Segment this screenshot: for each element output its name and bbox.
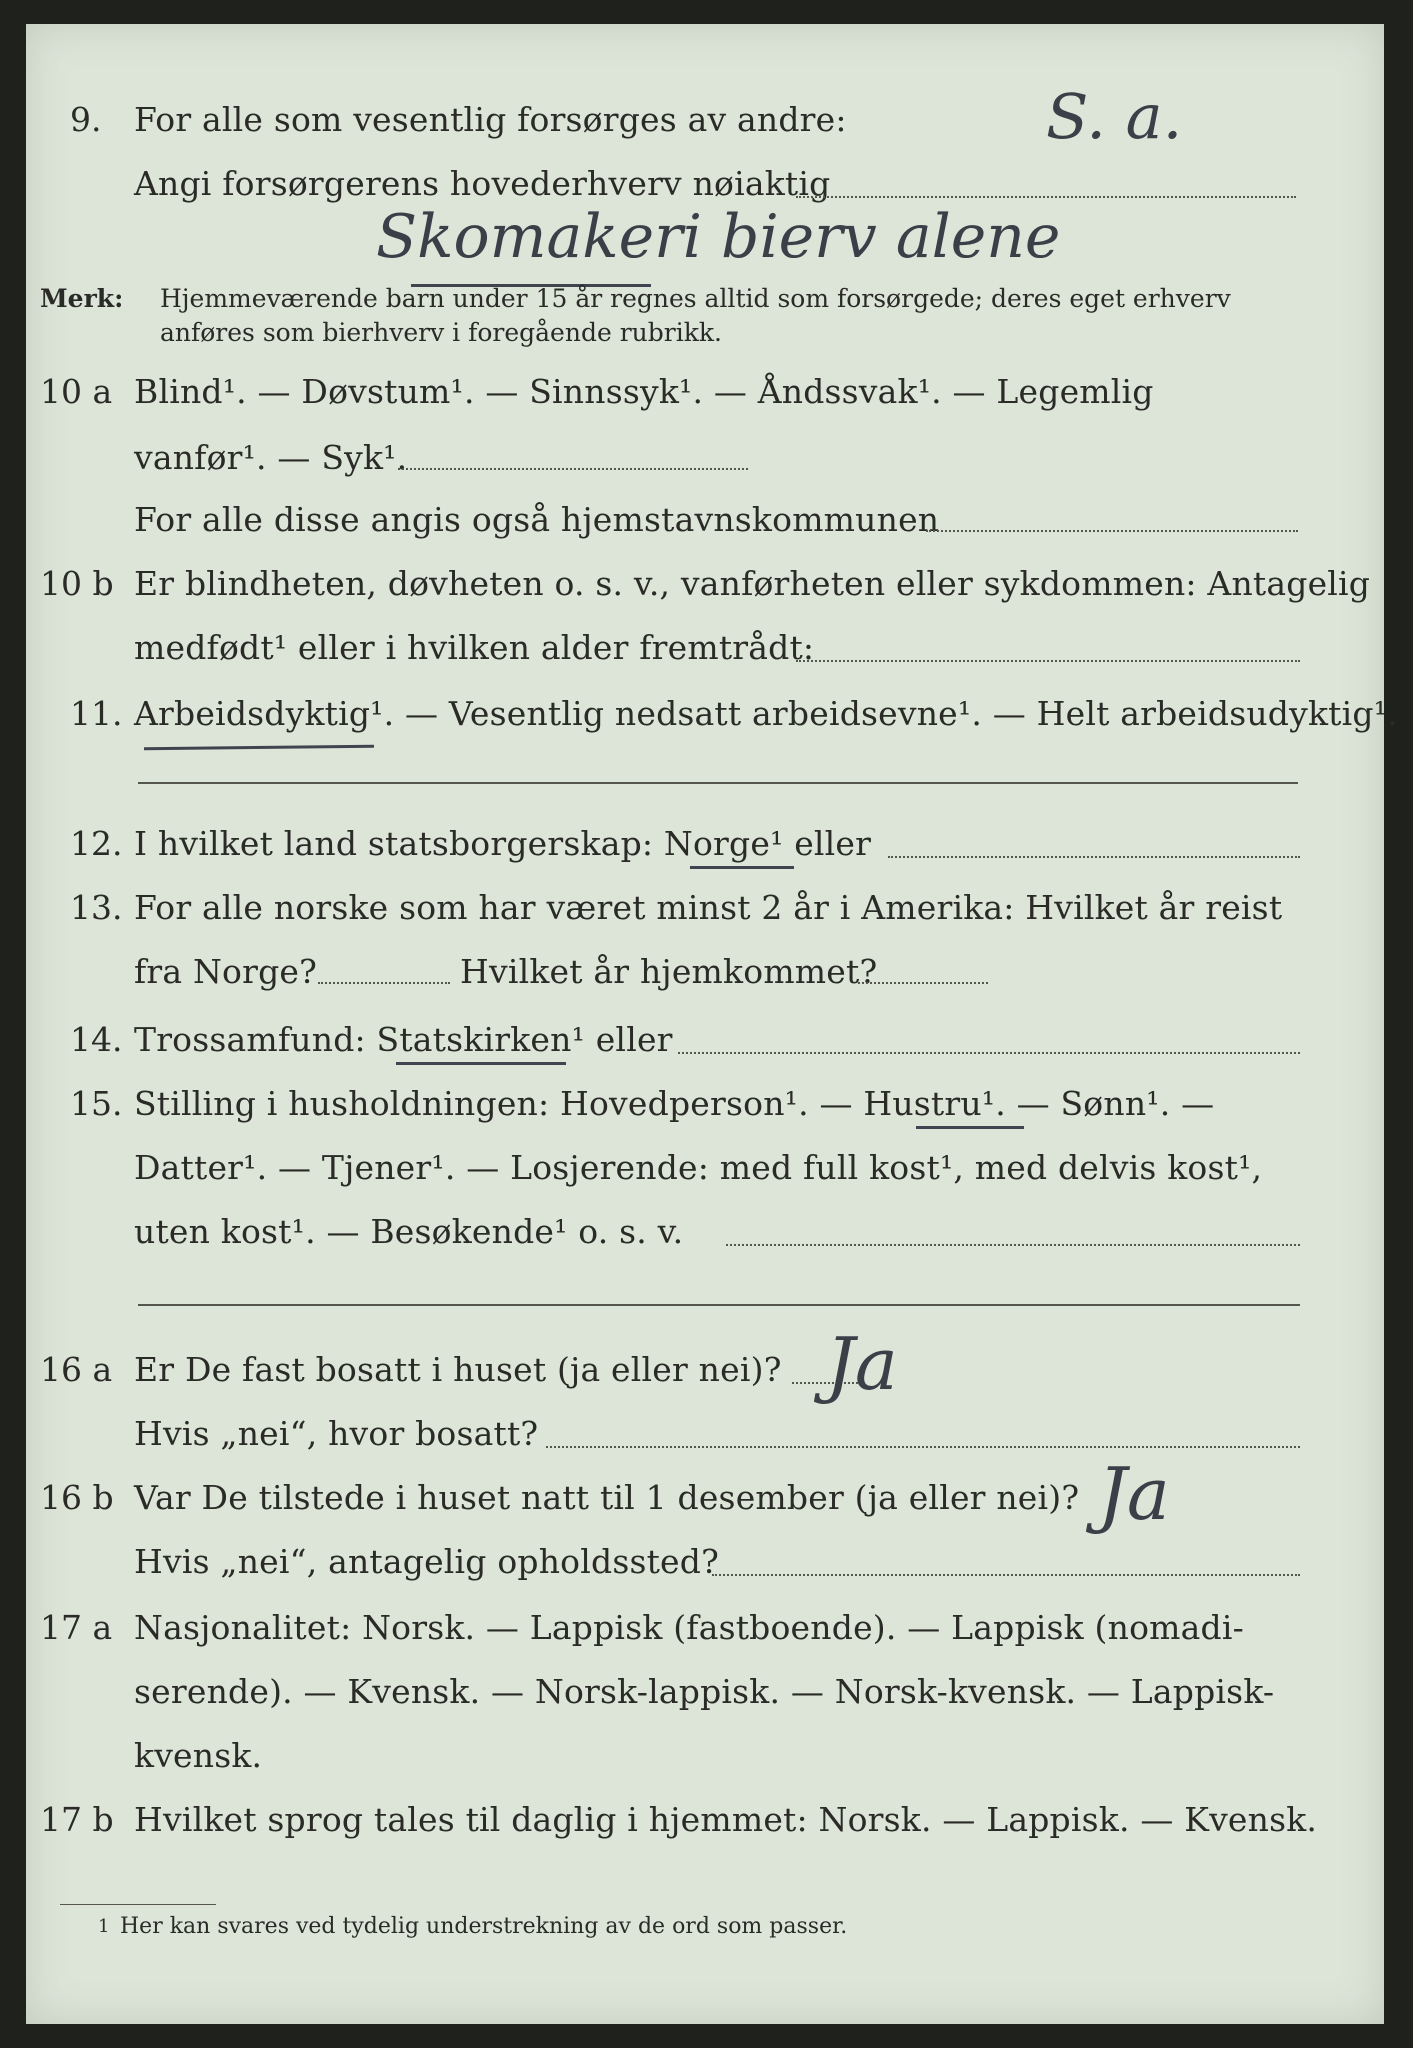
q16a-number: 16 a <box>40 1350 113 1389</box>
q16b-handwritten-answer: Ja <box>1098 1452 1170 1536</box>
merk-line1: Hjemmeværende barn under 15 år regnes alltid som forsørgede; deres eget erhverv <box>160 284 1231 313</box>
q10b-answer-line <box>796 660 1300 662</box>
q13-number: 13. <box>70 888 123 927</box>
q10a-answer-line <box>398 468 748 470</box>
q12-selection-underline <box>690 866 794 869</box>
q10a-line3: For alle disse angis også hjemstavnskommunen <box>134 500 940 539</box>
q15-line1: Stilling i husholdningen: Hovedperson¹. — Hustru¹. — Sønn¹. — <box>134 1084 1215 1123</box>
q9-handwritten-top: S. a. <box>1046 80 1183 153</box>
q15-line2: Datter¹. — Tjener¹. — Losjerende: med full kost¹, med delvis kost¹, <box>134 1148 1263 1187</box>
q17b-number: 17 b <box>40 1800 114 1839</box>
q15-line3: uten kost¹. — Besøkende¹ o. s. v. <box>134 1212 684 1251</box>
q15-answer-line <box>726 1244 1300 1246</box>
q13-reist-line <box>318 982 450 984</box>
footnote-rule <box>60 1904 216 1905</box>
q9-line1: For alle som vesentlig forsørges av andre: <box>134 100 847 139</box>
q13-hjemkommet-line <box>858 982 988 984</box>
census-form-page <box>26 24 1398 2024</box>
q13-line2a: fra Norge? <box>134 952 318 991</box>
q9-answer-line <box>796 196 1296 198</box>
q10a-line1: Blind¹. — Døvstum¹. — Sinnssyk¹. — Åndssvak¹. — Legemlig <box>134 372 1154 411</box>
q17a-line1: Nasjonalitet: Norsk. — Lappisk (fastboende). — Lappisk (nomadi- <box>134 1608 1244 1647</box>
footnote-mark: 1 <box>98 1916 110 1937</box>
q12-number: 12. <box>70 824 123 863</box>
q10b-line1: Er blindheten, døvheten o. s. v., vanførheten eller sykdommen: Antagelig <box>134 564 1371 603</box>
q17b-line1: Hvilket sprog tales til daglig i hjemmet: Norsk. — Lappisk. — Kvensk. <box>134 1800 1318 1839</box>
q13-line1: For alle norske som har været minst 2 år i Amerika: Hvilket år reist <box>134 888 1283 927</box>
q9-number: 9. <box>70 100 102 139</box>
q15-selection-underline <box>916 1126 1024 1129</box>
q16b-number: 16 b <box>40 1478 114 1517</box>
q17a-line3: kvensk. <box>134 1736 263 1775</box>
q15-number: 15. <box>70 1084 123 1123</box>
q12-line1: I hvilket land statsborgerskap: Norge¹ eller <box>134 824 872 863</box>
q16b-line2: Hvis „nei“, antagelig opholdssted? <box>134 1542 719 1581</box>
q17a-line2: serende). — Kvensk. — Norsk-lappisk. — Norsk-kvensk. — Lappisk- <box>134 1672 1275 1711</box>
q14-line1: Trossamfund: Statskirken¹ eller <box>134 1020 673 1059</box>
q14-number: 14. <box>70 1020 123 1059</box>
q11-answer-line <box>138 782 1298 784</box>
q11-number: 11. <box>70 694 123 733</box>
q10a-hjemstavn-line <box>926 530 1298 532</box>
merk-label: Merk: <box>40 284 124 313</box>
q9-handwritten-answer: Skomakeri bierv alene <box>376 202 1061 272</box>
q10b-number: 10 b <box>40 564 114 603</box>
q16a-line2: Hvis „nei“, hvor bosatt? <box>134 1414 539 1453</box>
q10b-line2: medfødt¹ eller i hvilken alder fremtrådt: <box>134 628 815 667</box>
q9-line2: Angi forsørgerens hovederhverv nøiaktig <box>134 164 831 203</box>
q12-answer-line <box>888 856 1300 858</box>
q14-answer-line <box>678 1052 1300 1054</box>
q16b-line1: Var De tilstede i huset natt til 1 desember (ja eller nei)? <box>134 1478 1080 1517</box>
q10a-number: 10 a <box>40 372 113 411</box>
q16b-opholdssted-line <box>712 1574 1300 1576</box>
footnote-text: Her kan svares ved tydelig understrekning av de ord som passer. <box>120 1914 848 1939</box>
merk-line2: anføres som bierhverv i foregående rubrikk. <box>160 318 722 347</box>
q10a-line2: vanfør¹. — Syk¹. <box>134 438 408 477</box>
q14-selection-underline <box>396 1062 566 1065</box>
q16a-line1: Er De fast bosatt i huset (ja eller nei)? <box>134 1350 782 1389</box>
q17a-number: 17 a <box>40 1608 113 1647</box>
q15-extra-line <box>138 1304 1300 1306</box>
q16a-bosatt-line <box>546 1446 1300 1448</box>
q11-line1: Arbeidsdyktig¹. — Vesentlig nedsatt arbeidsevne¹. — Helt arbeidsudyktig¹. <box>134 694 1398 733</box>
q13-line2b: Hvilket år hjemkommet? <box>460 952 878 991</box>
q16a-handwritten-answer: Ja <box>826 1322 898 1406</box>
q11-selection-underline <box>144 745 374 750</box>
